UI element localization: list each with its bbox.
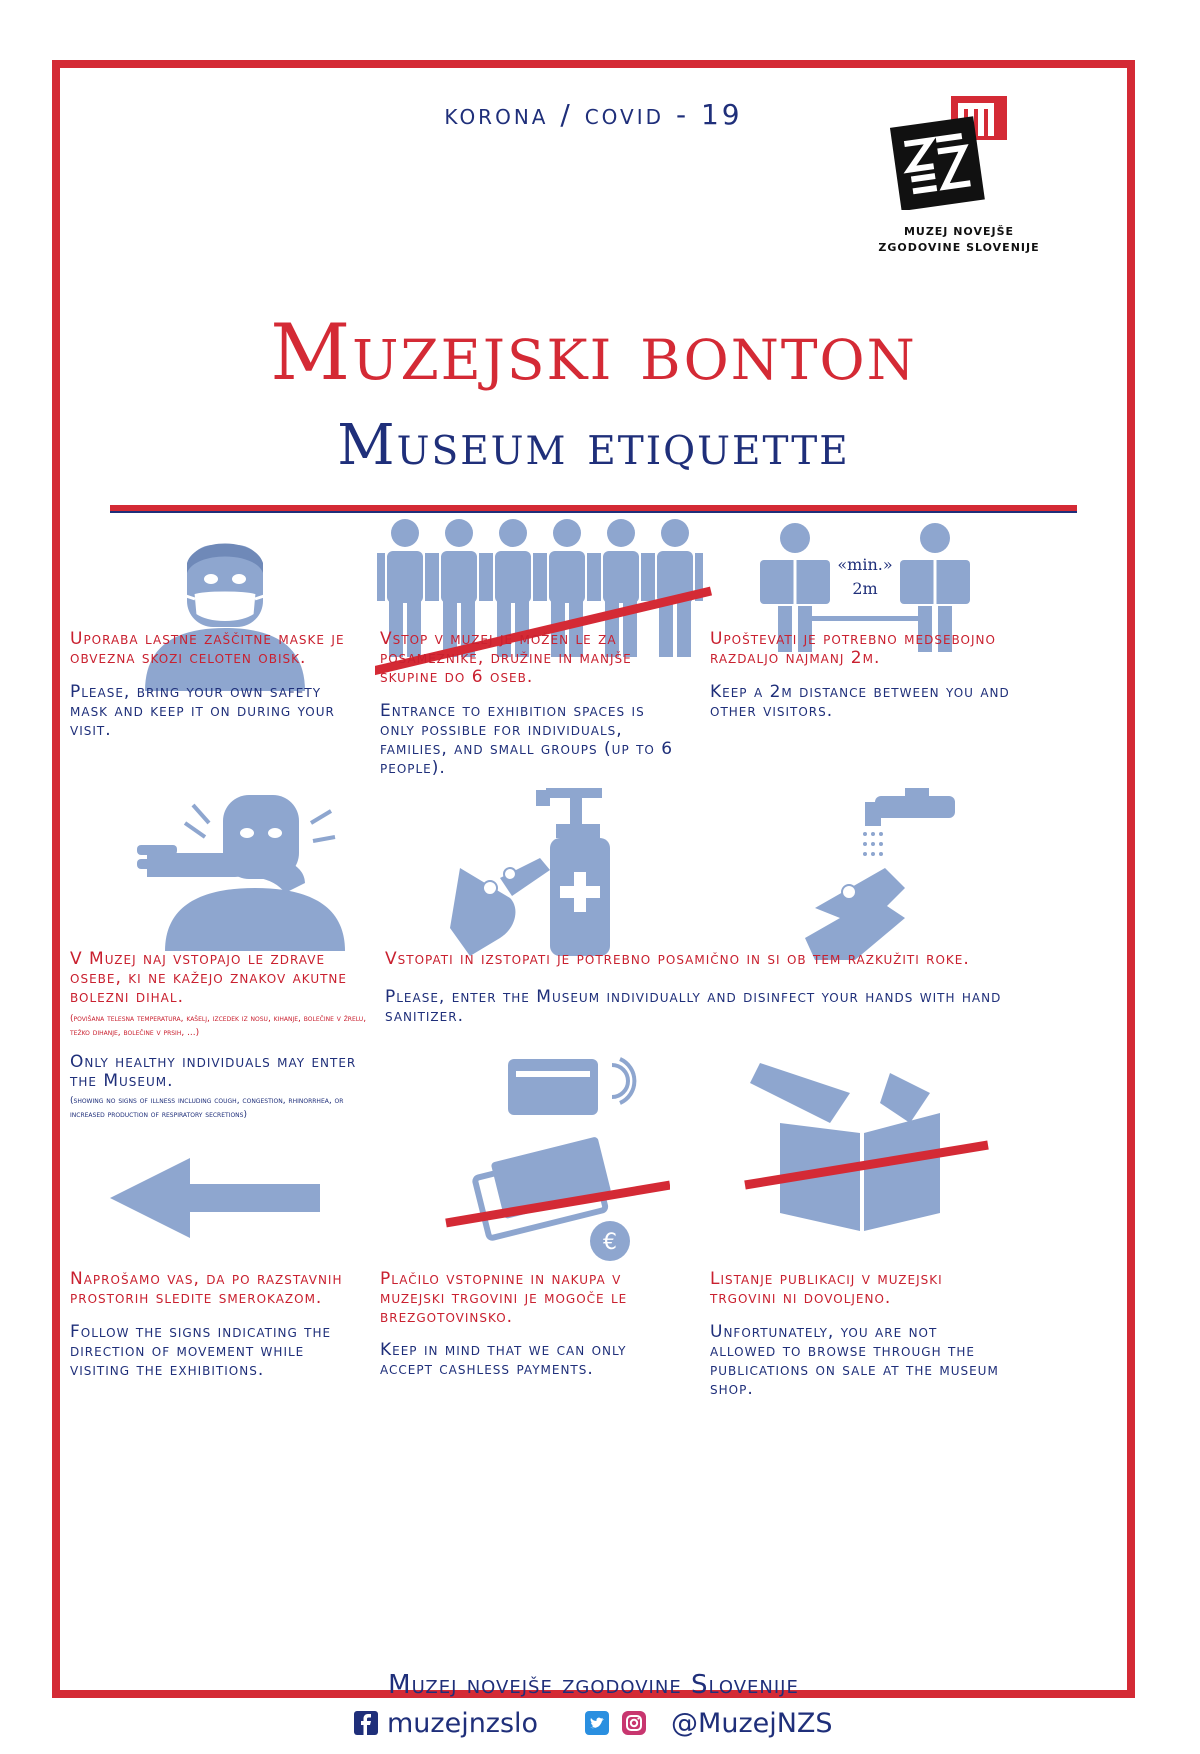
poster-frame xyxy=(52,60,1135,1739)
page-title: Muzejski bonton xyxy=(270,308,917,398)
cough-elbow-icon xyxy=(135,783,375,953)
hand-washing-icon xyxy=(805,788,985,963)
healthy-fine-sl: (povišana telesna temperatura, kašelj, izcedek iz nosu, kihanje, bolečine v žrelu, težko dihanje, bolečine v prsih, ...) xyxy=(70,1014,367,1038)
no-browsing-book-icon xyxy=(740,1053,990,1233)
topline: korona / covid - 19 xyxy=(444,98,743,131)
groups-text-en: Entrance to exhibition spaces is only possible for individuals, families, and small groups (up to 6 people). xyxy=(380,701,674,778)
cashless-payment-icon xyxy=(440,1053,670,1263)
browse-text-sl: Listanje publikacij v muzejski trgovini ni dovoljeno. xyxy=(710,1269,943,1308)
arrow-left-icon xyxy=(110,1158,320,1238)
healthy-fine-en: (showing no signs of illness including cough, congestion, rhinorrhea, or increased production of respiratory secretions) xyxy=(70,1096,344,1120)
mask-text-en: Please, bring your own safety mask and keep it on during your visit. xyxy=(70,682,335,740)
facebook-handle[interactable]: muzejnzslo xyxy=(387,1708,539,1739)
facebook-icon[interactable] xyxy=(354,1711,378,1735)
twitter-icon[interactable] xyxy=(585,1711,609,1735)
hand-sanitizer-icon xyxy=(450,788,640,958)
logo-caption-line1: MUZEJ NOVEJŠE xyxy=(903,225,1015,238)
sanitize-text-en: Please, enter the Museum individually and disinfect your hands with hand sanitizer. xyxy=(385,987,1002,1026)
footer-museum-name: Muzej novejše zgodovine Slovenije xyxy=(388,1670,799,1700)
mask-text-sl: Uporaba lastne zaščitne maske je obvezna skozi celoten obisk. xyxy=(70,629,345,668)
social-handle[interactable]: @MuzejNZS xyxy=(671,1708,833,1739)
title-divider xyxy=(110,505,1077,513)
svg-text:€: € xyxy=(603,1230,617,1255)
distance-label-line1: «min.» xyxy=(837,555,893,574)
logo-caption-line2: ZGODOVINE SLOVENIJE xyxy=(878,241,1040,254)
payment-text-en: Keep in mind that we can only accept cashless payments. xyxy=(380,1340,627,1379)
sanitize-text-sl: Vstopati in izstopati je potrebno posamično in si ob tem razkužiti roke. xyxy=(385,949,970,969)
arrows-text-en: Follow the signs indicating the direction of movement while visiting the exhibitions. xyxy=(70,1322,332,1380)
groups-text-sl: Vstop v muzej je možen le za posameznike, družine in manjše skupine do 6 oseb. xyxy=(380,629,632,687)
footer-social xyxy=(60,1708,1127,1739)
nzs-logo-icon xyxy=(889,90,1029,210)
browse-text-en: Unfortunately, you are not allowed to browse through the publications on sale at the museum shop. xyxy=(710,1322,999,1399)
arrows-text-sl: Naprošamo vas, da po razstavnih prostorih sledite smerokazom. xyxy=(70,1269,343,1308)
instagram-icon[interactable] xyxy=(622,1711,646,1735)
museum-logo xyxy=(869,90,1049,256)
healthy-text-en: Only healthy individuals may enter the Museum. xyxy=(70,1052,357,1091)
distance-label-line2: 2m xyxy=(852,579,878,598)
page-subtitle: Museum etiquette xyxy=(337,413,850,478)
distance-text-en: Keep a 2m distance between you and other visitors. xyxy=(710,682,1010,721)
face-mask-icon xyxy=(135,533,315,693)
healthy-text-sl: V Muzej naj vstopajo le zdrave osebe, ki ne kažejo znakov akutne bolezni dihal. xyxy=(70,949,347,1007)
distance-text-sl: Upoštevati je potrebno medsebojno razdaljo najmanj 2m. xyxy=(710,629,996,668)
payment-text-sl: Plačilo vstopnine in nakupa v muzejski trgovini je mogoče le brezgotovinsko. xyxy=(380,1269,628,1327)
